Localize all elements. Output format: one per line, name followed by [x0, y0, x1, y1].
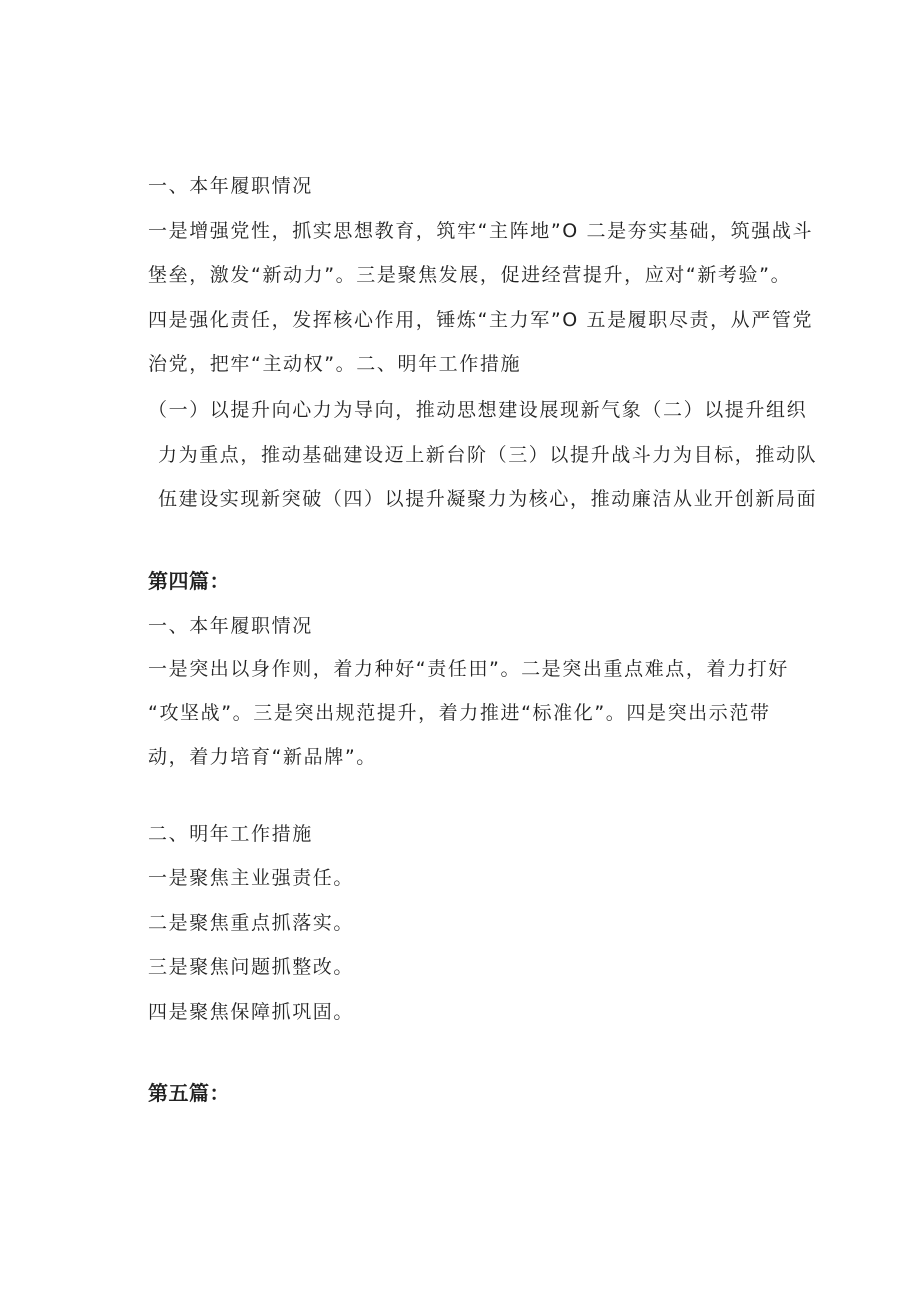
- section-title-5: 第五篇：: [148, 1081, 230, 1105]
- section-heading-measures: 二、明年工作措施: [148, 823, 313, 845]
- paragraph-line: 一是突出以身作则，着力种好“责任田”。二是突出重点难点，着力打好: [148, 658, 789, 680]
- paragraph-line: 治党，把牢“主动权”。二、明年工作措施: [148, 353, 522, 375]
- paragraph-line: 一是增强党性，抓实思想教育，筑牢“主阵地”O 二是夯实基础，筑强战斗: [148, 220, 814, 242]
- paragraph-line: （一）以提升向心力为导向，推动思想建设展现新气象（二）以提升组织: [148, 399, 808, 421]
- measure-item: 二是聚焦重点抓落实。: [148, 912, 355, 934]
- paragraph-line: “攻坚战”。三是突出规范提升，着力推进“标准化”。四是突出示范带: [148, 702, 771, 724]
- measure-item: 四是聚焦保障抓巩固。: [148, 1001, 355, 1023]
- section-title-4: 第四篇：: [148, 569, 230, 593]
- section-heading-performance: 一、本年履职情况: [148, 175, 313, 197]
- section-heading-performance: 一、本年履职情况: [148, 615, 313, 637]
- paragraph-line: 动，着力培育“新品牌”。: [148, 746, 377, 768]
- measure-item: 三是聚焦问题抓整改。: [148, 956, 355, 978]
- paragraph-line: 伍建设实现新突破（四）以提升凝聚力为核心，推动廉洁从业开创新局面: [158, 488, 818, 510]
- measure-item: 一是聚焦主业强责任。: [148, 867, 355, 889]
- paragraph-line: 堡垒，激发“新动力”。三是聚焦发展，促进经营提升，应对“新考验”。: [148, 264, 792, 286]
- paragraph-line: 四是强化责任，发挥核心作用，锤炼“主力军”O 五是履职尽责，从严管党: [148, 309, 814, 331]
- paragraph-line: 力为重点，推动基础建设迈上新台阶（三）以提升战斗力为目标，推动队: [158, 444, 818, 466]
